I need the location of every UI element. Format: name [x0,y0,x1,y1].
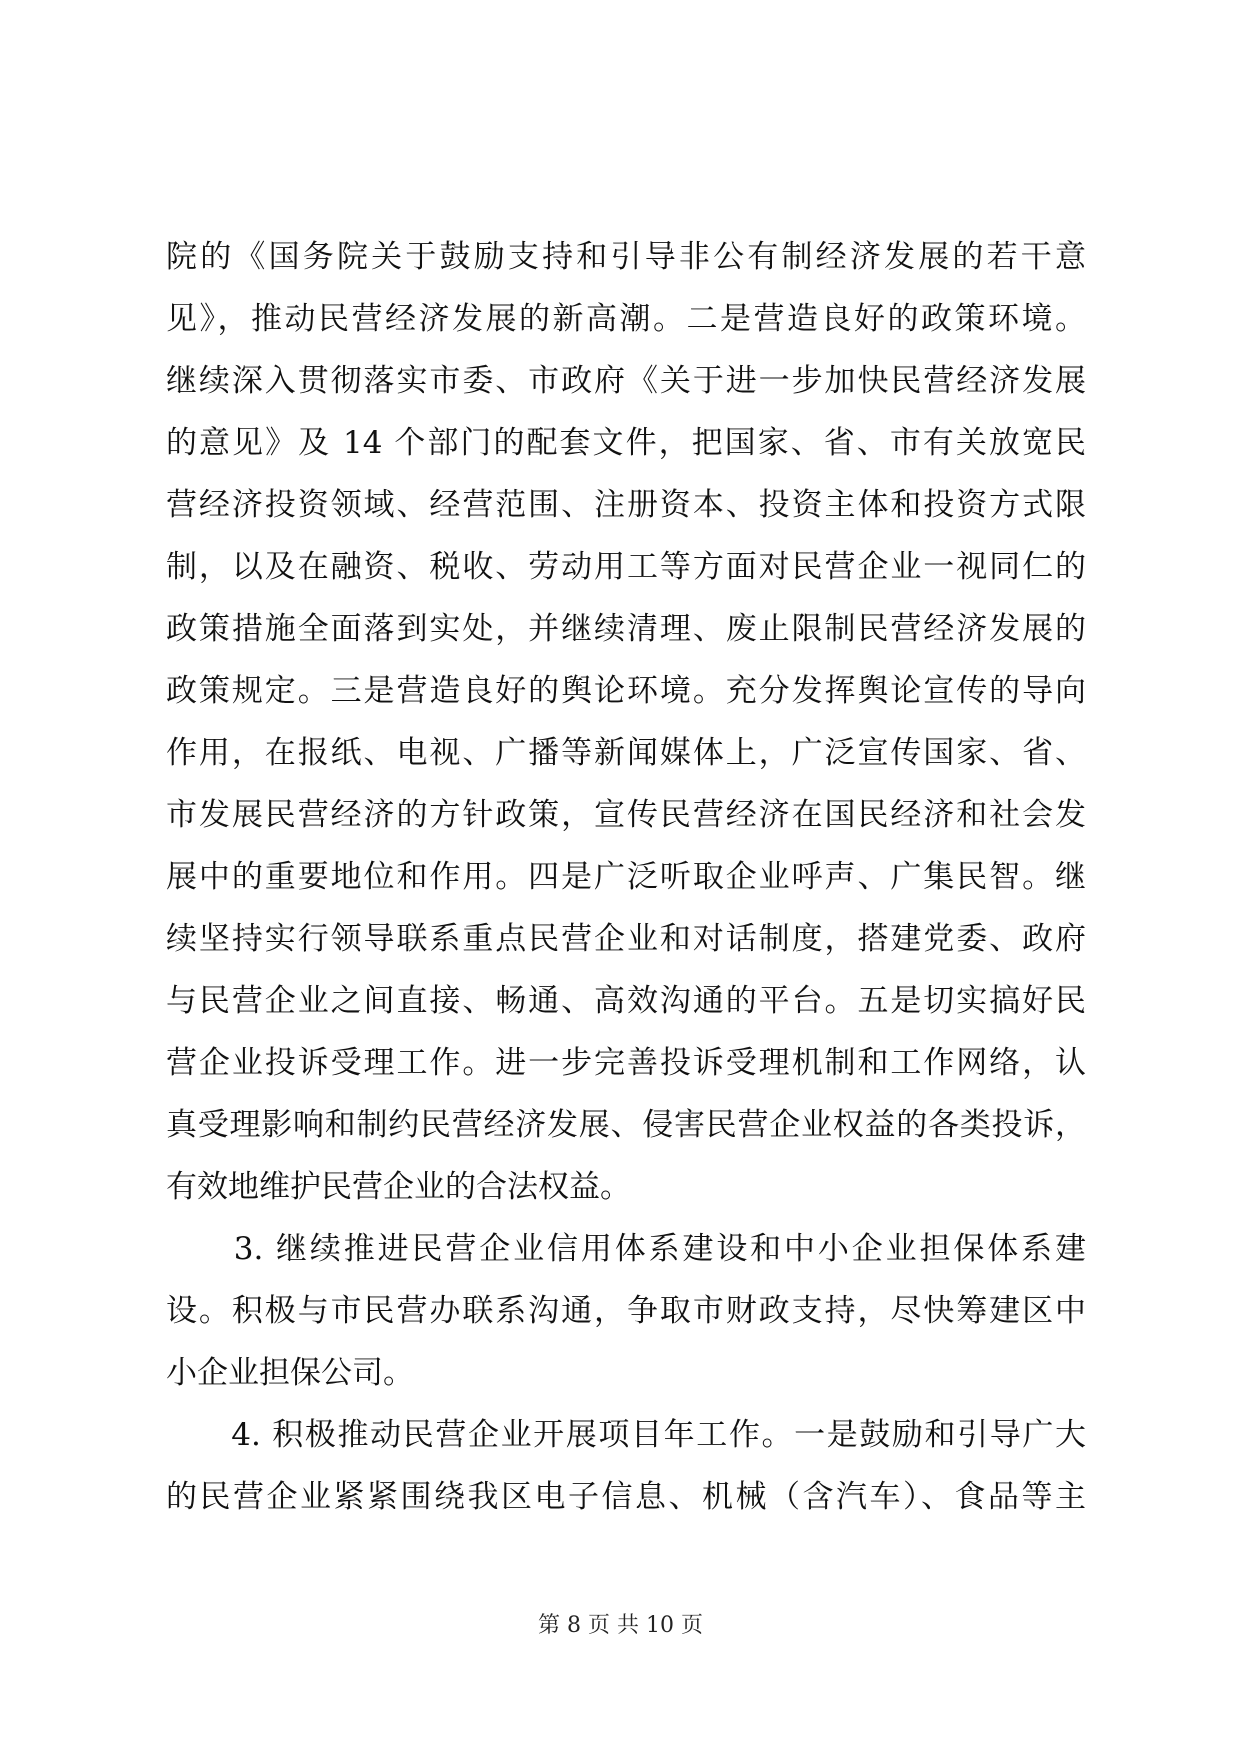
paragraph [166,226,1086,1218]
text-line: 真受理影响和制约民营经济发展、侵害民营企业权益的各类投诉， [166,1107,1086,1143]
text-line: 的民营企业紧紧围绕我区电子信息、机械（含汽车）、食品等主 [166,1479,1086,1515]
text-line: 制，以及在融资、税收、劳动用工等方面对民营企业一视同仁的 [166,549,1086,585]
text-line: 有效地维护民营企业的合法权益。 [166,1169,631,1205]
text-line: 续坚持实行领导联系重点民营企业和对话制度，搭建党委、政府 [166,921,1086,957]
text-line: 政策措施全面落到实处，并继续清理、废止限制民营经济发展的 [166,611,1086,647]
text-line: 作用，在报纸、电视、广播等新闻媒体上，广泛宣传国家、省、 [166,735,1086,771]
text-line: 政策规定。三是营造良好的舆论环境。充分发挥舆论宣传的导向 [166,673,1086,709]
text-line: 见》，推动民营经济发展的新高潮。二是营造良好的政策环境。 [166,301,1086,337]
text-line: 继续深入贯彻落实市委、市政府《关于进一步加快民营经济发展 [166,363,1086,399]
text-line: 与民营企业之间直接、畅通、高效沟通的平台。五是切实搞好民 [166,983,1086,1019]
paragraph [166,1404,1086,1528]
text-line: 市发展民营经济的方针政策，宣传民营经济在国民经济和社会发 [166,797,1086,833]
text-line: 的意见》及 14 个部门的配套文件，把国家、省、市有关放宽民 [166,425,1086,461]
paragraph [166,1218,1086,1404]
text-line: 院的《国务院关于鼓励支持和引导非公有制经济发展的若干意 [166,239,1086,275]
text-line: 营企业投诉受理工作。进一步完善投诉受理机制和工作网络，认 [166,1045,1086,1081]
text-line: 小企业担保公司。 [166,1355,414,1391]
text-line: 4. 积极推动民营企业开展项目年工作。一是鼓励和引导广大 [166,1417,1086,1453]
body-text [166,226,1086,1528]
text-line: 设。积极与市民营办联系沟通，争取市财政支持，尽快筹建区中 [166,1293,1086,1329]
text-line: 3. 继续推进民营企业信用体系建设和中小企业担保体系建 [166,1231,1086,1267]
text-line: 展中的重要地位和作用。四是广泛听取企业呼声、广集民智。继 [166,859,1086,895]
page-footer: 第 8 页 共 10 页 [538,1613,703,1638]
text-line: 营经济投资领域、经营范围、注册资本、投资主体和投资方式限 [166,487,1086,523]
